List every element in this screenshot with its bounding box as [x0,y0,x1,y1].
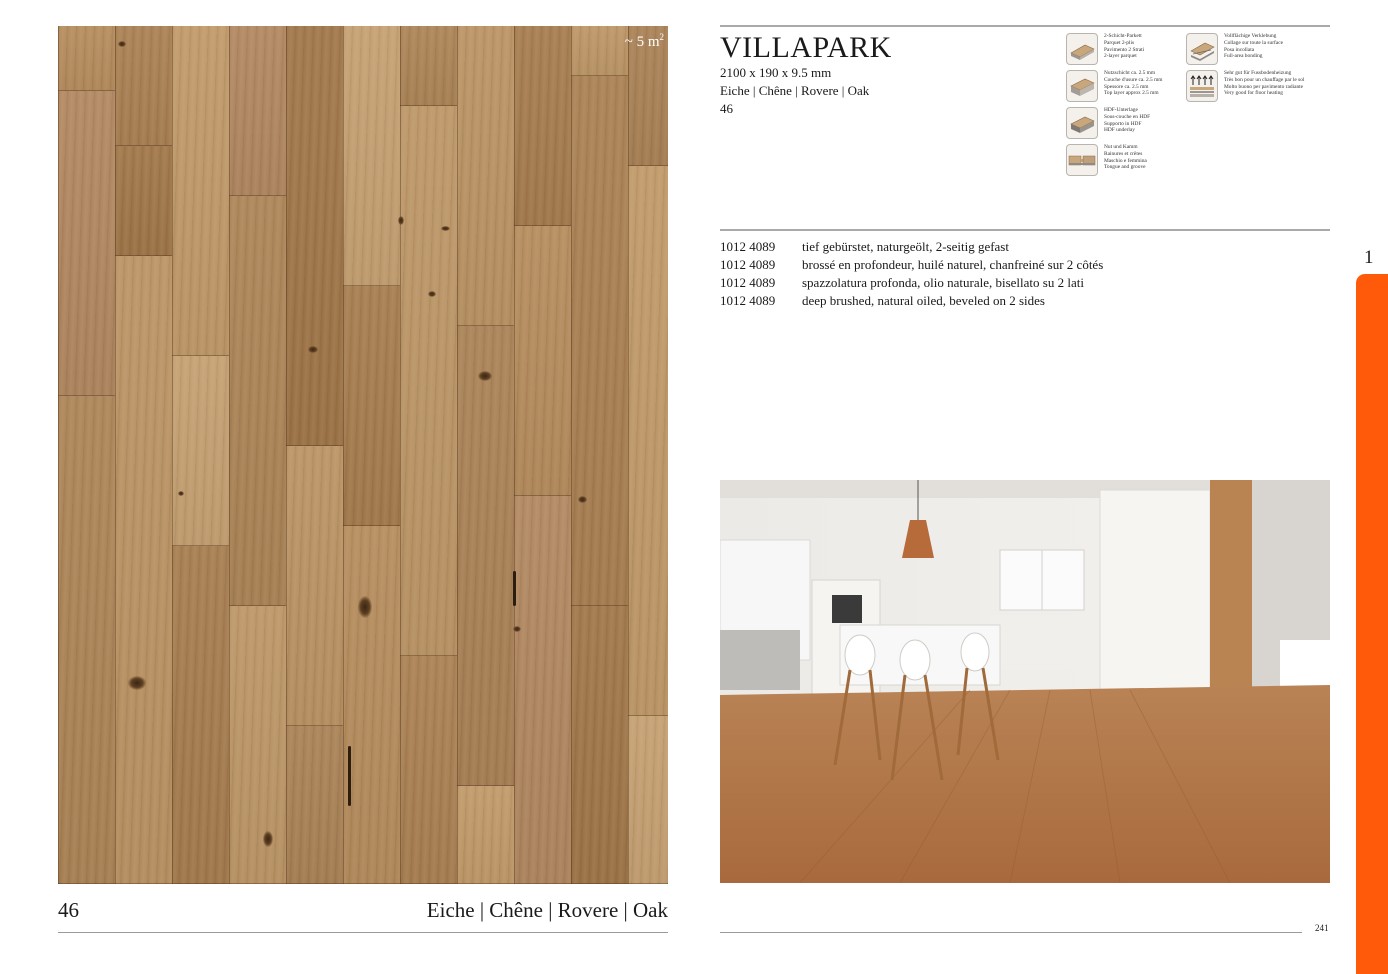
wood-knot [118,41,126,47]
wood-plank [571,76,628,606]
wood-knot [358,596,372,618]
feature-two-layer-parquet: 2-Schicht-Parkett Parquet 2-plis Pavimento 2 Strati 2-layer parquet [1066,33,1144,65]
wood-plank [286,26,343,446]
product-meta [720,64,869,118]
product-wood: Eiche | Chêne | Rovere | Oak [720,83,870,98]
article-code: 1012 4089 [720,257,776,272]
wood-knot [428,291,436,297]
table-row [720,238,1103,256]
left-footer-rule [58,932,668,933]
wood-plank [400,26,457,106]
article-description: brossé en profondeur, huilé naturel, chanfreiné sur 2 côtés [802,257,1104,272]
article-description: spazzolatura profonda, olio naturale, bisellato su 2 lati [802,275,1084,290]
chapter-tab [1356,274,1388,974]
wood-plank [514,226,571,496]
article-code: 1012 4089 [720,293,776,308]
wood-plank [115,256,172,884]
article-description: tief gebürstet, naturgeölt, 2-seitig gefast [802,239,1009,254]
wood-plank [58,396,115,884]
mid-rule [720,229,1330,231]
left-footer-title: Eiche | Chêne | Rovere | Oak [426,898,668,922]
top-rule [720,25,1330,27]
feature-full-area-bonding: Vollflächige Verklebung Collage sur toute la surface Posa incollata Full-area bonding [1186,33,1283,65]
room-photo [720,480,1330,883]
product-number: 46 [720,101,733,116]
wood-knot [578,496,587,503]
area-label: ~ 5 $m^2$ [624,32,664,50]
wood-plank [229,26,286,196]
wood-plank [229,196,286,606]
wood-plank [571,26,628,76]
spec-table [720,238,1103,310]
wood-plank [400,656,457,884]
wood-plank [172,546,229,884]
wood-knot [513,626,521,632]
wood-knot [128,676,146,690]
wood-plank [343,526,400,884]
wood-plank [457,326,514,786]
table-row [720,256,1103,274]
article-description: deep brushed, natural oiled, beveled on 2 sides [802,293,1045,308]
full-area-bonding-icon [1186,33,1218,65]
right-footer-rule [720,932,1302,933]
table-row [720,292,1103,310]
wood-knot [398,216,404,225]
wood-knot [263,831,273,847]
feature-hdf-underlay: HDF-Unterlage Sous-couche en HDF Supporto in HDF HDF underlay [1066,107,1150,139]
wood-plank [514,26,571,226]
wood-plank [457,26,514,326]
product-title: VILLAPARK [720,31,892,64]
page-number: 241 [1315,923,1329,933]
feature-tongue-and-groove: Nut und Kamm Rainures et crêtes Maschio e femmina Tongue and groove [1066,144,1147,176]
floor-heating-icon [1186,70,1218,102]
wood-plank [172,356,229,546]
top-layer-icon [1066,70,1098,102]
wood-plank [457,786,514,884]
tongue-and-groove-icon [1066,144,1098,176]
product-dimensions: 2100 x 190 x 9.5 mm [720,65,832,80]
wood-crack [348,746,351,806]
wood-plank [343,286,400,526]
wood-plank [229,606,286,884]
wood-knot [178,491,184,496]
wood-plank [628,166,668,716]
wood-plank [571,606,628,884]
wood-knot [308,346,318,353]
wood-plank [172,26,229,356]
feature-top-layer: Nutzschicht ca. 2.5 mm Couche d'usure ca. 2.5 mm Spessore ca. 2.5 mm Top layer approx 2.5 mm [1066,70,1162,102]
table-row [720,274,1103,292]
article-code: 1012 4089 [720,275,776,290]
chapter-number: 1 [1364,247,1374,268]
wood-plank [343,26,400,286]
two-layer-parquet-icon [1066,33,1098,65]
wood-plank [400,106,457,656]
wood-plank [286,726,343,884]
wood-knot [478,371,492,381]
wood-plank [58,26,115,91]
wood-plank [286,446,343,726]
feature-floor-heating: Sehr gut für Fussbodenheizung Très bon pour un chauffage par le sol Molto buono per pavimento radiante Very good for floor heating [1186,70,1304,102]
wood-sample-image [58,26,668,884]
wood-knot [441,226,450,231]
wood-plank [514,496,571,884]
article-code: 1012 4089 [720,239,776,254]
left-page-number: 46 [58,898,79,922]
wood-plank [115,146,172,256]
wood-crack [513,571,516,606]
wood-plank [628,716,668,884]
hdf-underlay-icon [1066,107,1098,139]
wood-plank [58,91,115,396]
